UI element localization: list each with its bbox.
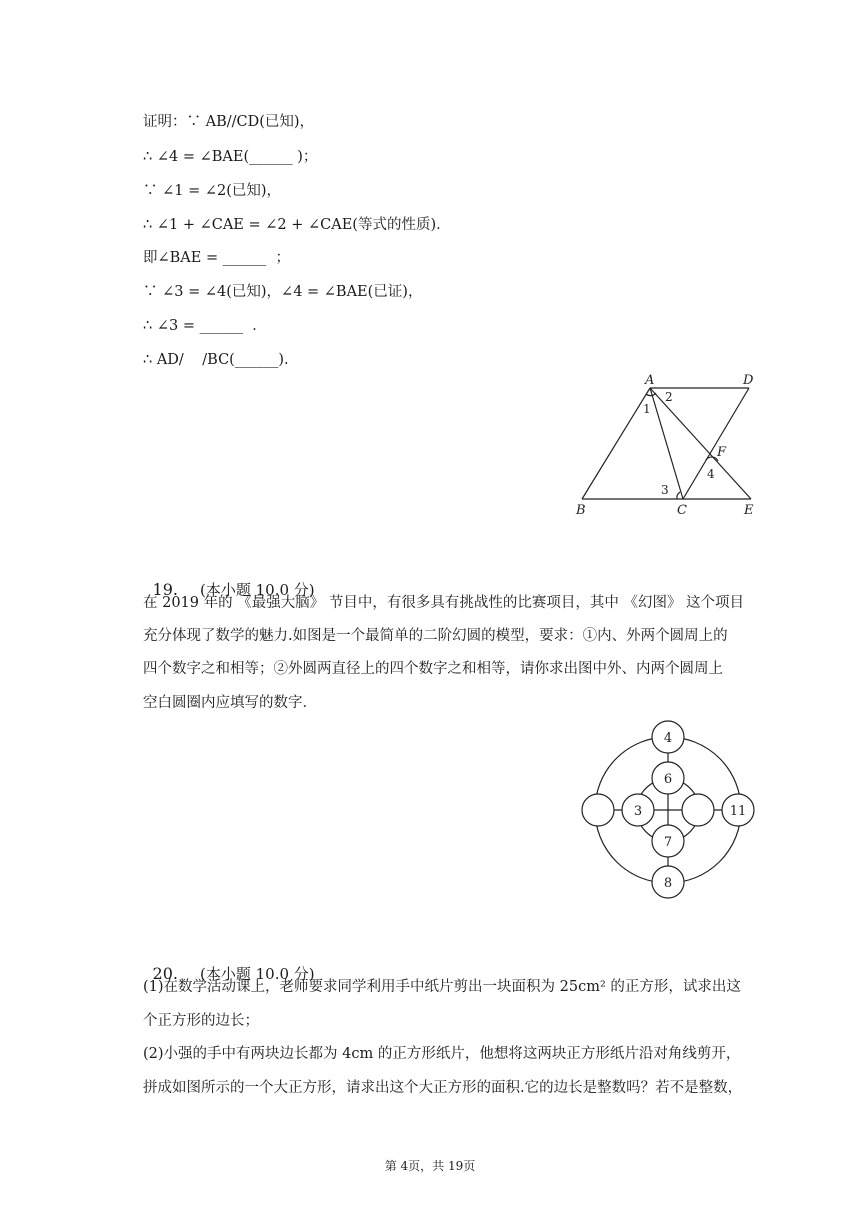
- question-20-points: (本小题 10.0 分): [200, 965, 315, 983]
- proof-line-7: ∴ ∠3 = ______ ．: [143, 318, 267, 334]
- page-footer: 第 4页，共 19页: [384, 1159, 476, 1173]
- label-angle-2: 2: [665, 390, 673, 404]
- question-20-line-4: 拼成如图所示的一个大正方形，请求出这个大正方形的面积.它的边长是整数吗？若不是整数，: [143, 1080, 743, 1096]
- label-E: E: [744, 503, 754, 518]
- label-B: B: [576, 503, 586, 518]
- label-C: C: [677, 503, 687, 518]
- question-19-line-3: 四个数字之和相等；②外圆两直径上的四个数字之和相等，请你求出图中外、内两个圆周上: [143, 661, 723, 677]
- label-F: F: [717, 445, 727, 460]
- value-outer-right: 11: [729, 804, 747, 819]
- value-inner-left: 3: [633, 804, 643, 819]
- proof-line-8: ∴ AD/ /BC(______).: [143, 352, 289, 368]
- angle-arc-C: [677, 492, 680, 499]
- proof-line-2: ∴ ∠4 = ∠BAE(______ )；: [143, 149, 318, 165]
- label-A: A: [645, 373, 655, 388]
- label-angle-4: 4: [707, 467, 715, 481]
- label-angle-1: 1: [643, 402, 651, 416]
- value-inner-bottom: 7: [663, 835, 673, 850]
- value-outer-top: 4: [663, 731, 673, 746]
- question-20-line-2: 个正方形的边长；: [143, 1013, 259, 1029]
- proof-line-4: ∴ ∠1 + ∠CAE = ∠2 + ∠CAE(等式的性质)．: [143, 217, 451, 233]
- label-D: D: [743, 373, 754, 388]
- node-outer-left: [582, 794, 614, 826]
- proof-line-5: 即∠BAE = ______ ；: [143, 250, 290, 266]
- proof-line-3: ∵ ∠1 = ∠2(已知)，: [143, 183, 282, 199]
- segment-DC: [683, 388, 749, 499]
- value-outer-bottom: 8: [663, 876, 673, 891]
- question-20-line-3: (2)小强的手中有两块边长都为 4cm 的正方形纸片，他想将这两块正方形纸片沿对角线剪开，: [143, 1046, 741, 1062]
- node-inner-right: [682, 794, 714, 826]
- question-19-line-1: 在 2019 年的 《最强大脑》 节目中，有很多具有挑战性的比赛项目，其中 《幻图》 这个项目: [143, 595, 745, 611]
- magic-circle-figure: [578, 718, 758, 900]
- value-inner-top: 6: [663, 772, 673, 787]
- proof-line-6: ∵ ∠3 = ∠4(已知)，∠4 = ∠BAE(已证)，: [143, 284, 423, 300]
- question-19-number: 19.: [152, 580, 178, 599]
- segment-AB: [582, 388, 650, 499]
- proof-line-1: 证明：∵ AB//CD(已知)，: [143, 114, 315, 130]
- label-angle-3: 3: [661, 483, 669, 497]
- geometry-figure: [570, 368, 765, 520]
- question-19-line-4: 空白圆圈内应填写的数字．: [143, 695, 317, 711]
- question-20-number: 20.: [152, 964, 178, 983]
- question-20-line-1: (1)在数学活动课上，老师要求同学利用手中纸片剪出一块面积为 25cm² 的正方形，试求出这: [143, 979, 741, 995]
- question-19-line-2: 充分体现了数学的魅力.如图是一个最简单的二阶幻圆的模型，要求：①内、外两个圆周上的: [143, 628, 728, 644]
- question-19-points: (本小题 10.0 分): [200, 581, 315, 599]
